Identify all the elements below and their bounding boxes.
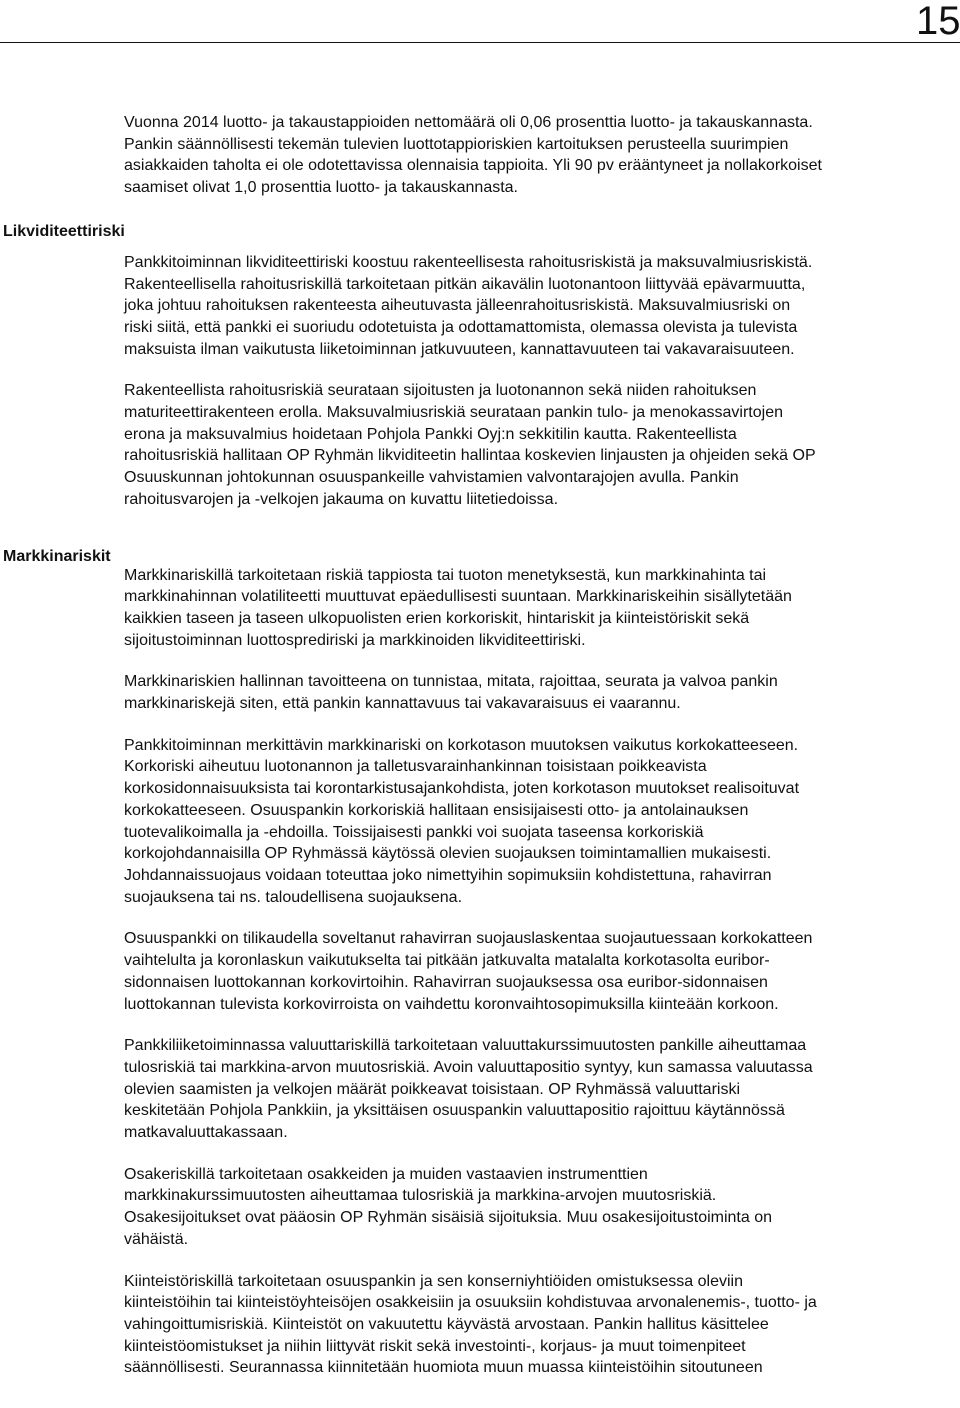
- paragraph-credit-losses: Vuonna 2014 luotto- ja takaustappioiden nettomäärä oli 0,06 prosenttia luotto- ja takauskannasta. Pankin säännöllisesti tekemän tulevien luottotappioriskien kartoituksen perusteella suurimpien asiakkaiden taholta ei ole odotettavissa olennaisia tappioita. Yli 90 pv erääntyneet ja nollakorkoiset saamiset olivat 1,0 prosenttia luotto- ja takauskannasta.: [124, 114, 822, 197]
- section-label-market-risk: Markkinariskit: [3, 548, 111, 565]
- header-rule: [0, 42, 960, 43]
- paragraph-currency-risk: Pankkiliiketoiminnassa valuuttariskillä tarkoitetaan valuuttakurssimuutosten pankille aiheuttamaa tulosriskiä tai markkina-arvon muutosriskiä. Avoin valuuttapositio syntyy, kun samassa valuutassa olevien saamisten ja velkojen määrät poikkeavat toisistaan. OP Ryhmässä valuuttariski keskitetään Pohjola Pankkiin, ja yksittäisen osuuspankin valuuttapositio rajoittuu käytännössä matkavaluuttakassaan.: [124, 1037, 813, 1142]
- paragraph-market-goal: Markkinariskien hallinnan tavoitteena on tunnistaa, mitata, rajoittaa, seurata ja valvoa pankin markkinariskejä siten, että pankin kannattavuus tai vakavaraisuus ei vaarannu.: [124, 673, 778, 713]
- paragraph-real-estate-risk: Kiinteistöriskillä tarkoitetaan osuuspankin ja sen konserniyhtiöiden omistuksessa oleviin kiinteistöihin tai kiinteistöyhteisöjen osakkeisiin ja osuuksiin kohdistuvaa arvonalenemis-, tuotto- ja vahingoittumisriskiä. Kiinteistöt on vakuutettu käyvästä arvostaan. Pankin hallitus käsittelee kiinteistöomistukset ja niihin liittyvät riskit sekä investointi-, korjaus- ja muut toimenpiteet säännöllisesti. Seurannassa kiinnitetään huomiota muun muassa kiinteistöihin sitoutuneen: [124, 1272, 817, 1377]
- paragraph-liquidity-intro: Pankkitoiminnan likviditeettiriski koostuu rakenteellisesta rahoitusriskistä ja maksuvalmiusriskistä. Rakenteellisella rahoitusriskillä tarkoitetaan pitkän aikavälin luotonantoon liittyvää epävarmuutta, joka johtuu rahoituksen rakenteesta aiheutuvasta jälleenrahoitusriskistä. Maksuvalmiusriski on riski siitä, että pankki ei suoriudu odotetuista ja odottamattomista, olemassa olevista ja tulevista maksuista ilman vaikutusta liiketoiminnan jatkuvuuteen, kannattavuuteen tai vakavaraisuuteen.: [124, 253, 813, 358]
- paragraph-interest-rate-risk: Pankkitoiminnan merkittävin markkinariski on korkotason muutoksen vaikutus korkokatteeseen. Korkoriski aiheutuu luotonannon ja talletusvarainhankinnan toisistaan poikkeavista korkosidonnaisuuksista tai korontarkistusajankohdista, joten korkotason muutokset realisoituvat korkokatteeseen. Osuuspankin korkoriskiä hallitaan ensisijaisesti otto- ja antolainauksen tuotevalikoimalla ja -ehdoilla. Toissijaisesti pankki voi suojata taseensa korkoriskiä korkojohdannaisilla OP Ryhmässä käytössä olevien suojauksen toimintamallien mukaisesti. Johdannaissuojaus voidaan toteuttaa joko nimettyihin sopimuksiin kohdistettuna, rahavirran suojauksena tai ns. taloudellisena suojauksena.: [124, 736, 800, 906]
- paragraph-cash-flow-hedging: Osuuspankki on tilikaudella soveltanut rahavirran suojauslaskentaa suojautuessaan korkokatteen vaihtelulta ja koronlaskun vaikutukselta tai pitkään jatkuvalta matalalta korkotasolta euribor- sidonnaisen luottokannan korkovirtoihin. Rahavirran suojauksessa osa euribor-sidonnaisen luottokannan tulevista korkovirroista on vaihdettu koronvaihtosopimuksilla kiinteään korkoon.: [124, 930, 813, 1013]
- main-content: [124, 112, 954, 1379]
- paragraph-market-definition: Markkinariskillä tarkoitetaan riskiä tappiosta tai tuoton menetyksestä, kun markkinahinta tai markkinahinnan volatiliteetti muuttuvat epäedullisesti suuntaan. Markkinariskeihin sisällytetään kaikkien taseen ja taseen ulkopuolisten erien korkoriskit, hintariskit ja kiinteistöriskit sekä sijoitustoiminnan luottosprediriski ja markkinoiden likviditeettiriski.: [124, 566, 792, 649]
- page-number: 15: [916, 0, 960, 43]
- paragraph-liquidity-monitoring: Rakenteellista rahoitusriskiä seurataan sijoitusten ja luotonannon sekä niiden rahoituksen maturiteettirakenteen erolla. Maksuvalmiusriskiä seurataan pankin tulo- ja menokassavirtojen erona ja maksuvalmius hoidetaan Pohjola Pankki Oyj:n sekkitilin kautta. Rakenteellista rahoitusriskiä hallitaan OP Ryhmän likviditeetin hallintaa koskevien linjausten ja ohjeiden sekä OP Osuuskunnan johtokunnan osuuspankeille vahvistamien valvontarajojen avulla. Pankin rahoitusvarojen ja -velkojen jakauma on kuvattu liitetiedoissa.: [124, 382, 816, 508]
- paragraph-equity-risk: Osakeriskillä tarkoitetaan osakkeiden ja muiden vastaavien instrumenttien markkinakurssimuutosten aiheuttamaa tulosriskiä ja markkina-arvojen muutosriskiä. Osakesijoitukset ovat pääosin OP Ryhmän sisäisiä sijoituksia. Muu osakesijoitustoiminta on vähäistä.: [124, 1165, 773, 1248]
- section-label-liquidity-risk: Likviditeettiriski: [3, 223, 125, 240]
